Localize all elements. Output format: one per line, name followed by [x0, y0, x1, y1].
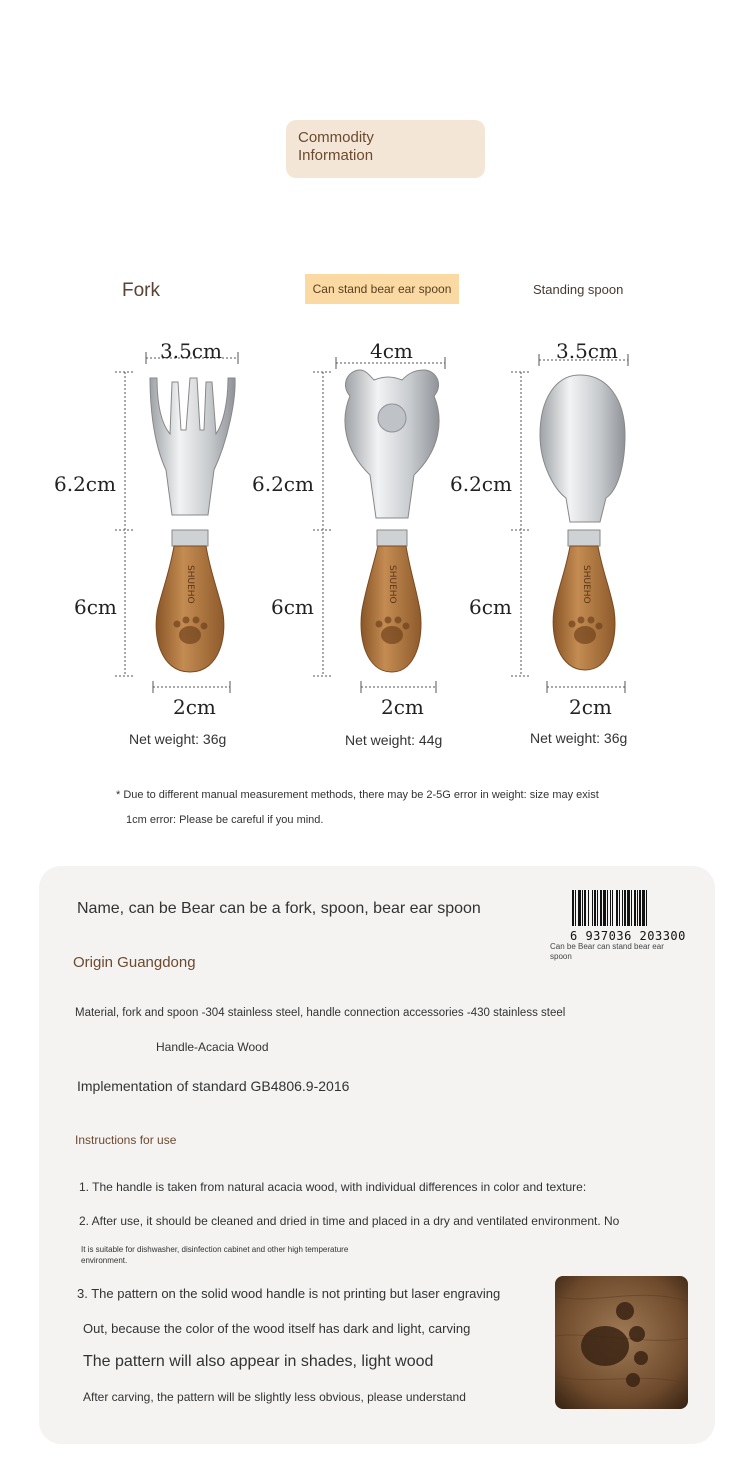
standing-bottom-width: 2cm [569, 695, 612, 719]
instruction-item-2-sub-1: It is suitable for dishwasher, disinfection cabinet and other high temperature [81, 1245, 349, 1254]
paw-icon [174, 617, 603, 645]
product-standard: Implementation of standard GB4806.9-2016 [77, 1078, 350, 1094]
instruction-item-3-line-1: 3. The pattern on the solid wood handle is not printing but laser engraving [77, 1286, 501, 1301]
instructions-title: Instructions for use [75, 1133, 177, 1147]
bear-net-weight: Net weight: 44g [345, 732, 443, 748]
bear-spoon-label: Can stand bear ear spoon [305, 274, 459, 304]
standing-handle-length: 6cm [469, 595, 512, 619]
fork-bottom-width: 2cm [173, 695, 216, 719]
fork-net-weight: Net weight: 36g [129, 731, 227, 747]
measurement-note-line1: * Due to different manual measurement methods, there may be 2-5G error in weight: size may exist [116, 789, 599, 801]
bear-top-width: 4cm [370, 339, 413, 363]
barcode [570, 888, 692, 943]
commodity-information-badge [286, 120, 485, 178]
product-origin: Origin Guangdong [73, 954, 196, 971]
barcode-number: 6 937036 203300 [570, 929, 686, 943]
utensils-illustration [40, 330, 720, 760]
measurement-note-line2: 1cm error: Please be careful if you mind. [126, 814, 324, 826]
bear-handle-length: 6cm [271, 595, 314, 619]
standing-spoon-image [540, 375, 625, 670]
svg-text:SHUEHO: SHUEHO [581, 565, 591, 604]
engraving-text [185, 565, 591, 604]
instruction-item-1: 1. The handle is taken from natural acacia wood, with individual differences in color and texture: [79, 1180, 587, 1194]
bear-bottom-width: 2cm [381, 695, 424, 719]
product-name: Name, can be Bear can be a fork, spoon, bear ear spoon [77, 900, 481, 917]
badge-title: Commodity Information [298, 129, 374, 164]
standing-spoon-label: Standing spoon [533, 282, 624, 297]
standing-head-length: 6.2cm [450, 472, 512, 496]
barcode-caption: Can be Bear can stand bear ear spoon [550, 942, 664, 961]
fork-label: Fork [122, 280, 160, 301]
standing-top-width: 3.5cm [556, 339, 618, 363]
svg-text:SHUEHO: SHUEHO [185, 565, 195, 604]
engraving-photo [555, 1276, 688, 1409]
instruction-item-3-line-4: After carving, the pattern will be slightly less obvious, please understand [83, 1390, 466, 1404]
product-handle: Handle-Acacia Wood [156, 1040, 269, 1054]
standing-net-weight: Net weight: 36g [530, 730, 628, 746]
svg-text:SHUEHO: SHUEHO [387, 565, 397, 604]
instruction-item-3-line-2: Out, because the color of the wood itself has dark and light, carving [83, 1321, 471, 1336]
barcode-icon [570, 888, 692, 928]
fork-head-length: 6.2cm [54, 472, 116, 496]
fork-top-width: 3.5cm [160, 339, 222, 363]
instruction-item-2-sub-2: environment. [81, 1256, 128, 1265]
fork-handle-length: 6cm [74, 595, 117, 619]
instruction-item-2: 2. After use, it should be cleaned and dried in time and placed in a dry and ventilated environment. No [79, 1214, 620, 1228]
instruction-item-3-line-3: The pattern will also appear in shades, light wood [83, 1353, 434, 1370]
product-material: Material, fork and spoon -304 stainless steel, handle connection accessories -430 stainless steel [75, 1007, 566, 1019]
bear-head-length: 6.2cm [252, 472, 314, 496]
